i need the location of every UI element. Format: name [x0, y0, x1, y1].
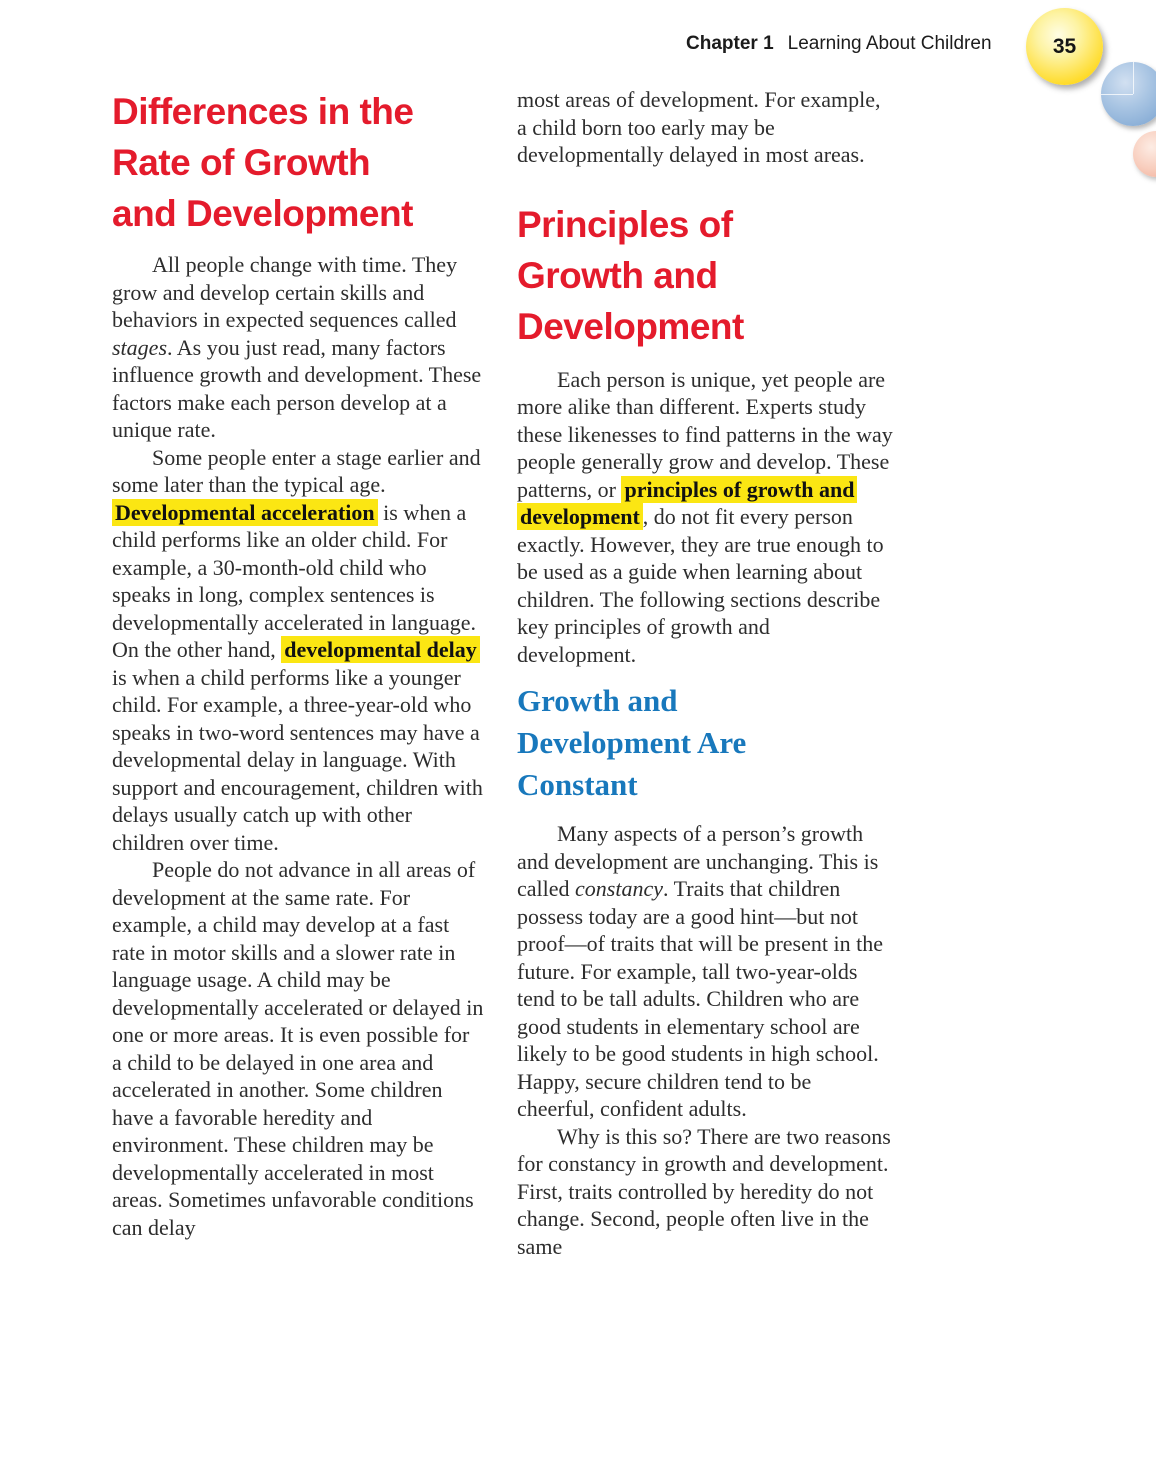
paragraph-continuation-most-areas: most areas of development. For example, a child born too early may be developmentally delayed in most areas.	[517, 87, 881, 167]
paragraph-all-people-change: All people change with time. They grow and develop certain skills and behaviors in expected sequences called stages. As you just read, many factors influence growth and development. These factors make each person develop at a unique rate.	[112, 252, 482, 442]
paragraph-developmental-acceleration: Some people enter a stage earlier and some later than the typical age. Developmental acceleration is when a child performs like an older child. For example, a 30-month-old child who speaks in long, complex sentences is developmentally accelerated in language. On the other hand, developmental delay is when a child performs like a younger child. For example, a three-year-old who speaks in two-word sentences may have a developmental delay in language. With support and encouragement, children with delays usually catch up with other children over time.	[112, 444, 483, 855]
running-header	[686, 33, 992, 55]
pink-circle-icon	[1133, 131, 1156, 177]
chapter-title: Learning About Children	[787, 33, 992, 54]
page-number: 35	[1052, 34, 1077, 58]
right-column	[517, 86, 893, 1260]
paragraph-each-person-unique: Each person is unique, yet people are more alike than different. Experts study these likenesses to find patterns in the way people generally grow and develop. These patterns, or principles of growth and development , do not fit every person exactly. However, they are true enough to be used as a guide when learning about children. The following sections describe key principles of growth and development.	[517, 366, 893, 667]
chapter-label: Chapter 1	[686, 33, 774, 54]
blue-circle-icon	[1101, 62, 1156, 126]
section-heading-principles: Principles of Growth and Development	[517, 203, 744, 347]
section-heading-differences: Differences in the Rate of Growth and Development	[112, 91, 414, 234]
paragraph-many-aspects-constancy: Many aspects of a person’s growth and development are unchanging. This is called constancy. Traits that children possess today are a good hint—but not proof—of traits that will be present in the future. For example, tall two-year-olds tend to be tall adults. Children who are good students in elementary school are likely to be good students in high school. Happy, secure children tend to be cheerful, confident adults.	[517, 821, 883, 1121]
left-column	[112, 86, 484, 1241]
page-number-badge	[1026, 8, 1103, 85]
paragraph-people-do-not-advance: People do not advance in all areas of development at the same rate. For example, a child may develop at a fast rate in motor skills and a slower rate in language usage. A child may be developmentally accelerated or delayed in one or more areas. It is even possible for a child to be delayed in one area and accelerated in another. Some children have a favorable heredity and environment. These children may be developmentally accelerated in most areas. Sometimes unfavorable conditions can delay	[112, 857, 484, 1240]
subsection-heading-constant: Growth and Development Are Constant	[517, 683, 747, 802]
paragraph-why-is-this-so: Why is this so? There are two reasons for constancy in growth and development. First, traits controlled by heredity do not change. Second, people often live in the same	[517, 1123, 891, 1259]
